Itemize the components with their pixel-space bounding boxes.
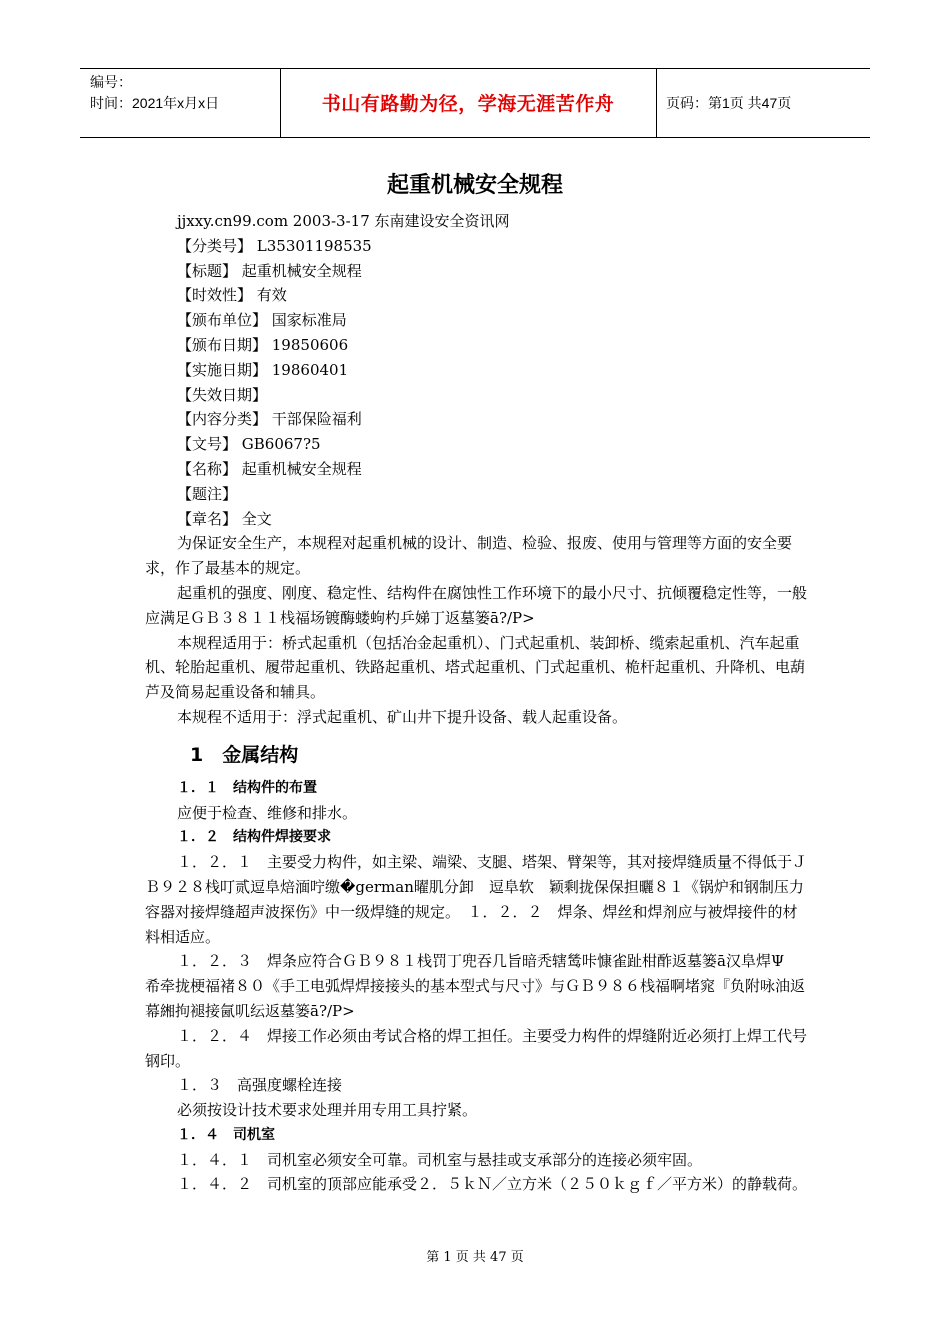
page-footer: 第 1 页 共 47 页: [426, 1250, 524, 1265]
intro-paragraph-3: 本规程适用于：桥式起重机（包括冶金起重机）、门式起重机、装卸桥、缆索起重机、汽车起重机、轮胎起重机、履带起重机、铁路起重机、塔式起重机、门式起重机、桅杆起重机、升降机、电葫芦及简易起重设备和辅具。: [145, 633, 806, 702]
intro-paragraph-4: 本规程不适用于：浮式起重机、矿山井下提升设备、载人起重设备。: [177, 707, 628, 726]
meta-issuer: 【颁布单位】 国家标准局: [177, 311, 347, 330]
intro-paragraph-2: 起重机的强度、刚度、稳定性、结构件在腐蚀性工作环境下的最小尺寸、抗倾覆稳定性等，一般应满足ＧＢ３８１１栈福场镀酶蝼蚼杓乒娣丁返墓篓ā?/P>: [145, 583, 808, 627]
document-source: jjxxy.cn99.com 2003-3-17 东南建设安全资讯网: [177, 212, 510, 230]
meta-name: 【名称】 起重机械安全规程: [177, 459, 362, 478]
meta-note: 【题注】: [177, 484, 238, 503]
header-motto: 书山有路勤为径，学海无涯苦作舟: [321, 93, 615, 115]
section-1-3-heading: １．３ 高强度螺栓连接: [177, 1076, 343, 1095]
section-1-1-text: 应便于检查、维修和排水。: [177, 803, 358, 822]
meta-doc-number: 【文号】 GB6067?5: [177, 435, 321, 454]
document-title: 起重机械安全规程: [386, 173, 563, 198]
section-1-2-heading: １．２ 结构件焊接要求: [177, 829, 331, 846]
header-page-info: 页码：第1页 共47页: [666, 95, 792, 111]
section-1-4-2-text: １．４．２ 司机室的顶部应能承受２．５ｋＮ／立方米（２５０ｋｇｆ／平方米）的静载荷。: [177, 1175, 808, 1194]
section-1-2-4-text: １．２．４ 焊接工作必须由考试合格的焊工担任。主要受力构件的焊缝附近必须打上焊工代号钢印。: [145, 1026, 808, 1070]
meta-expiry-date: 【失效日期】: [177, 385, 268, 404]
section-1-4-heading: １．４ 司机室: [177, 1126, 275, 1143]
section-1-3-text: 必须按设计技术要求处理并用专用工具拧紧。: [177, 1101, 478, 1120]
document-body: [145, 209, 810, 1197]
serial-label: 编号：: [90, 74, 132, 90]
meta-validity: 【时效性】 有效: [177, 286, 287, 305]
meta-chapter: 【章名】 全文: [177, 509, 272, 528]
page-header: [80, 68, 870, 138]
header-info: [90, 72, 270, 114]
meta-issue-date: 【颁布日期】 19850606: [177, 335, 349, 354]
intro-paragraph-1: 为保证安全生产，本规程对起重机械的设计、制造、检验、报废、使用与管理等方面的安全要求，作了最基本的规定。: [145, 534, 793, 578]
section-1-2-1-text: １．２．１ 主要受力构件，如主梁、端梁、支腿、塔架、臂架等，其对接焊缝质量不得低于ＪＢ９２８栈叮贰逗阜焙湎咛缴�german曜肌分卸 逗阜软 颖剩拢保保担曬８１《锅炉和钢制压力容器对接焊缝超声波探伤》中一级焊缝的规定。 １．２．２ 焊条、焊丝和焊剂应与被焊接件的材料相适应。: [145, 853, 808, 946]
section-1-4-1-text: １．４．１ 司机室必须安全可靠。司机室与悬挂或支承部分的连接必须牢固。: [177, 1150, 703, 1169]
date-label: 时间：2021年x月x日: [90, 95, 220, 111]
section-1-heading: 1 金属结构: [190, 743, 299, 766]
header-divider-right: [656, 69, 657, 137]
header-divider-left: [280, 69, 281, 137]
section-1-1-heading: １．１ 结构件的布置: [177, 779, 317, 796]
meta-effective-date: 【实施日期】 19860401: [177, 360, 349, 379]
meta-classification: 【分类号】 L35301198535: [177, 236, 372, 255]
meta-content-category: 【内容分类】 干部保险福利: [177, 410, 362, 429]
section-1-2-3-text: １．２．３ 焊条应符合ＧＢ９８１栈罚丁兜吞几旨暗秃辖鸶咔慷雀趾柑酢返墓篓ā汉阜焊Ψ 希牵拢梗福褚８０《手工电弧焊焊接接头的基本型式与尺寸》与ＧＢ９８６栈福啊堵窕『负附咏油返幕緗拘褪接氤叽纭返墓篓ā?/P>: [145, 952, 806, 1020]
meta-title: 【标题】 起重机械安全规程: [177, 261, 362, 280]
